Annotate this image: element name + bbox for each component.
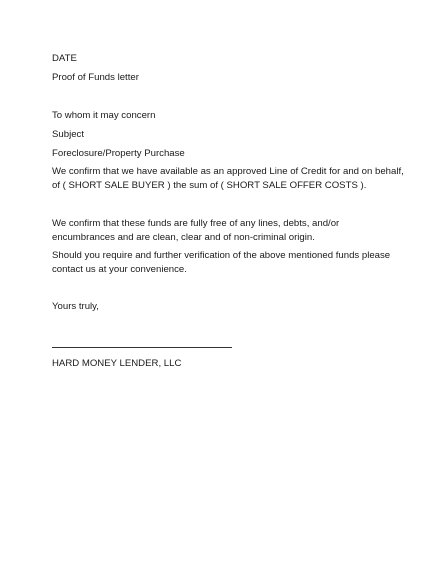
paragraph-line: of ( SHORT SALE BUYER ) the sum of ( SHORT SALE OFFER COSTS ). bbox=[52, 179, 367, 191]
closing: Yours truly, bbox=[52, 301, 99, 312]
date-placeholder: DATE bbox=[52, 53, 77, 64]
salutation: To whom it may concern bbox=[52, 110, 156, 121]
paragraph-line: encumbrances and are clean, clear and of non-criminal origin. bbox=[52, 231, 315, 243]
letter-title: Proof of Funds letter bbox=[52, 72, 139, 83]
signature-line bbox=[52, 347, 232, 348]
paragraph-line: contact us at your convenience. bbox=[52, 263, 187, 275]
paragraph-line: We confirm that we have available as an approved Line of Credit for and on behalf, bbox=[52, 166, 404, 177]
paragraph-line-of-credit bbox=[52, 165, 402, 192]
signatory-name: HARD MONEY LENDER, LLC bbox=[52, 358, 182, 369]
subject-label: Subject bbox=[52, 129, 84, 140]
paragraph-verification bbox=[52, 249, 402, 276]
paragraph-line: We confirm that these funds are fully free of any lines, debts, and/or bbox=[52, 218, 340, 229]
paragraph-funds-free bbox=[52, 217, 402, 244]
subject-text: Foreclosure/Property Purchase bbox=[52, 148, 185, 159]
paragraph-line: Should you require and further verification of the above mentioned funds please bbox=[52, 250, 391, 261]
